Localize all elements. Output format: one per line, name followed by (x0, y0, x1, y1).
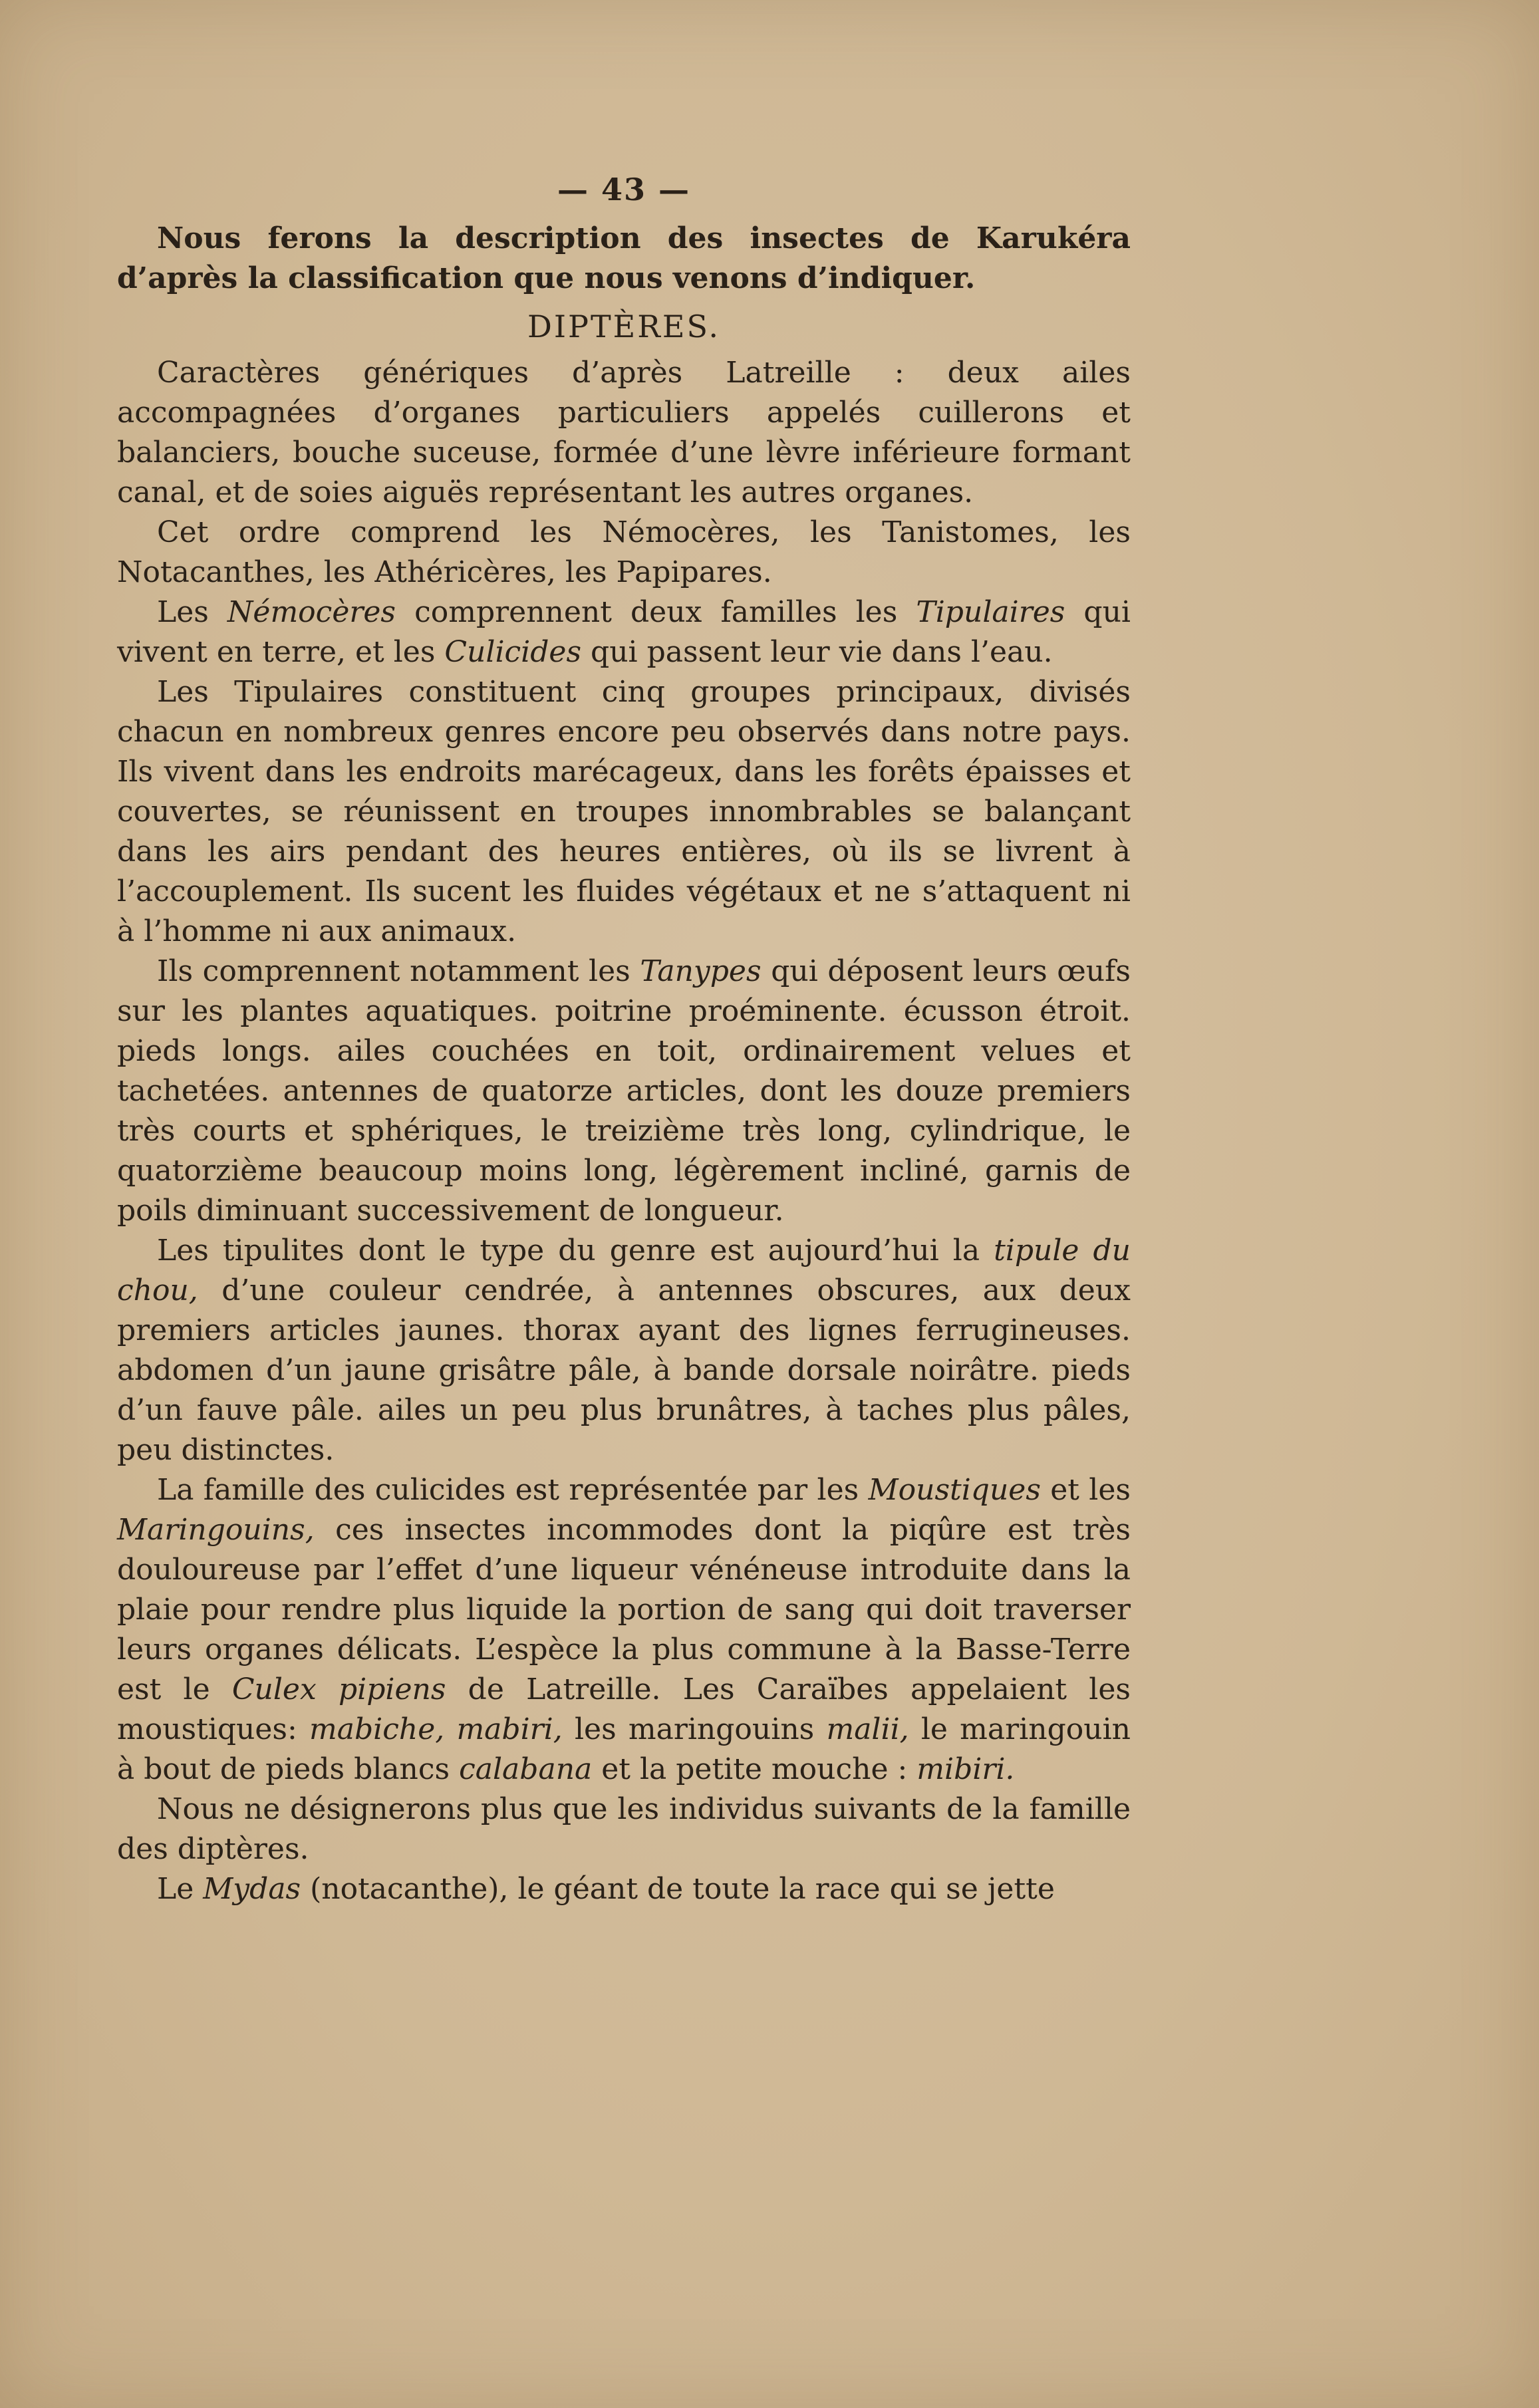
italic-term: Maringouins, (117, 1513, 315, 1547)
italic-term: malii, (826, 1712, 909, 1746)
text-run: qui vivent en terre, et les (117, 595, 1131, 669)
body-paragraph (117, 952, 1131, 1231)
body-paragraph (117, 513, 1131, 593)
text-run: Nous ne désignerons plus que les individus suivants de la famille des diptères. (117, 1792, 1131, 1866)
text-run: comprennent deux familles les (396, 595, 916, 629)
page-text (117, 170, 1131, 1909)
text-run: Le (157, 1872, 204, 1906)
body-paragraph (117, 1790, 1131, 1869)
text-run: qui déposent leurs œufs sur les plantes aquatiques. poitrine proéminente. écusson étroit. pieds longs. ailes couchées en toit, ordinairement velues et tachetées. antennes de quatorze articles, dont les douze premiers très courts et sphériques, le treizième très long, cylindrique, le quatorzième beaucoup moins long, légèrement incliné, garnis de poils diminuant successivement de longueur. (117, 954, 1131, 1228)
italic-term: Tipulaires (916, 595, 1065, 629)
text-run: de Latreille. Les Caraïbes appelaient les moustiques: (117, 1672, 1131, 1746)
text-run: le maringouin à bout de pieds blancs (117, 1712, 1131, 1786)
text-run: Caractères génériques d’après Latreille : deux ailes accompagnées d’organes particuliers appelés cuillerons et balanciers, bouche suceuse, formée d’une lèvre inférieure formant canal, et de soies aiguës représentant les autres organes. (117, 356, 1131, 509)
text-run: Les tipulites dont le type du genre est aujourd’hui la (157, 1234, 994, 1268)
text-run: les maringouins (562, 1712, 827, 1746)
section-title: DIPTÈRES. (527, 309, 720, 344)
text-run: Les (157, 595, 227, 629)
italic-term: Culex pipiens (231, 1672, 446, 1706)
text-run: La famille des culicides est représentée par les (157, 1473, 869, 1507)
italic-term: Moustiques (868, 1473, 1041, 1507)
body-paragraph (117, 353, 1131, 513)
italic-term: Némocères (227, 595, 396, 629)
italic-term: Culicides (444, 635, 582, 669)
body-paragraph (117, 1869, 1131, 1909)
text-run: Ils comprennent notamment les (157, 954, 640, 988)
text-run: et les (1040, 1473, 1131, 1507)
body-paragraph (117, 1231, 1131, 1470)
italic-term: mibiri. (916, 1752, 1015, 1786)
italic-term: Mydas (203, 1872, 301, 1906)
intro-paragraph: Nous ferons la description des insectes de Karukéra d’après la classification que nous venons d’indiquer. (117, 221, 1131, 295)
text-run: Les Tipulaires constituent cinq groupes principaux, divisés chacun en nombreux genres encore peu observés dans notre pays. Ils vivent dans les endroits marécageux, dans les forêts épaisses et couvertes, se réunissent en troupes innombrables se balançant dans les airs pendant des heures entières, où ils se livrent à l’accouplement. Ils sucent les fluides végétaux et ne s’attaquent ni à l’homme ni aux animaux. (117, 675, 1131, 948)
italic-term: tipule du chou, (117, 1234, 1131, 1307)
text-run: et la petite mouche : (592, 1752, 917, 1786)
text-run: qui passent leur vie dans l’eau. (581, 635, 1053, 669)
italic-term: Tanypes (640, 954, 762, 988)
body-paragraphs (117, 353, 1131, 1909)
body-paragraph (117, 672, 1131, 952)
page-number: — 43 — (557, 172, 691, 207)
italic-term: mabiche, mabiri, (309, 1712, 563, 1746)
text-run: ces insectes incommodes dont la piqûre est très douloureuse par l’effet d’une liqueur vénéneuse introduite dans la plaie pour rendre plus liquide la portion de sang qui doit traverser leurs organes délicats. L’espèce la plus commune à la Basse-Terre est le (117, 1513, 1131, 1706)
body-paragraph (117, 593, 1131, 672)
text-run: (notacanthe), le géant de toute la race qui se jette (301, 1872, 1055, 1906)
text-run: d’une couleur cendrée, à antennes obscures, aux deux premiers articles jaunes. thorax ayant des lignes ferrugineuses. abdomen d’un jaune grisâtre pâle, à bande dorsale noirâtre. pieds d’un fauve pâle. ailes un peu plus brunâtres, à taches plus pâles, peu distinctes. (117, 1273, 1131, 1467)
text-run: Cet ordre comprend les Némocères, les Tanistomes, les Notacanthes, les Athéricères, les Papipares. (117, 515, 1131, 589)
body-paragraph (117, 1470, 1131, 1790)
italic-term: calabana (459, 1752, 593, 1786)
